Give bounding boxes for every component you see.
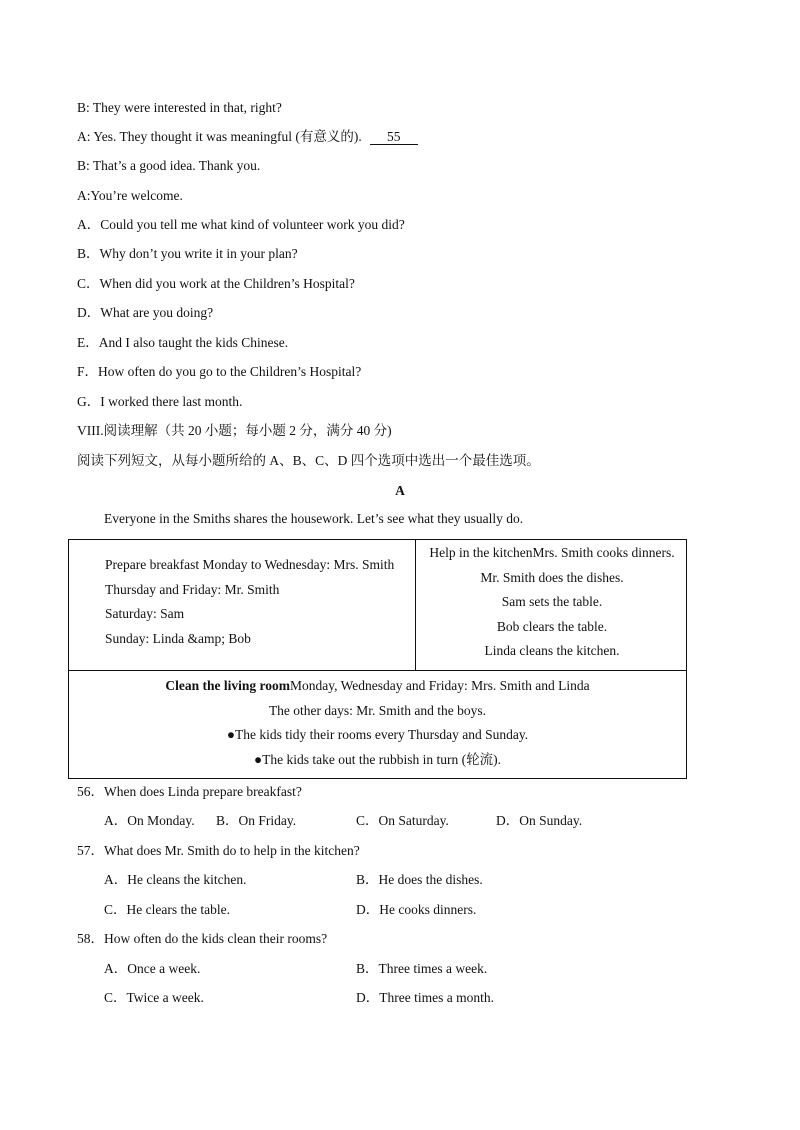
option-c[interactable]: C．On Saturday. [356,813,449,828]
living-room-cell [69,677,686,775]
choice-item: F．How often do you go to the Children’s Hospital? [77,364,362,379]
living-room-heading: Clean the living room [165,678,290,693]
choice-item: A．Could you tell me what kind of volunteer work you did? [77,217,405,232]
option-c[interactable]: C．Twice a week. [104,990,204,1005]
table-cell-line: Help in the kitchenMrs. Smith cooks dinners. [429,545,675,560]
table-cell-line: ●The kids take out the rubbish in turn (轮流). [254,751,501,767]
section-instruction: 阅读下列短文，从每小题所给的 A、B、C、D 四个选项中选出一个最佳选项。 [77,453,540,468]
option-a[interactable]: A．On Monday. [104,813,195,828]
kitchen-cell [416,544,688,667]
choice-item: D．What are you doing? [77,305,214,320]
choice-item: C．When did you work at the Children’s Hospital? [77,276,355,291]
dialogue-line: B: That’s a good idea. Thank you. [77,158,261,173]
dialogue-line-text: A: Yes. They thought it was meaningful (有意义的). [77,129,362,144]
table-cell-line: ●The kids tidy their rooms every Thursday and Sunday. [226,727,529,742]
table-cell-line: Sam sets the table. [501,594,603,609]
choice-item: G．I worked there last month. [77,394,243,409]
table-cell-line: Prepare breakfast Monday to Wednesday: Mrs. Smith [105,557,395,572]
option-d[interactable]: D．He cooks dinners. [356,902,477,917]
answer-blank-55[interactable]: 55 [370,129,418,145]
table-cell-line: Bob clears the table. [496,618,608,634]
housework-table [68,539,687,779]
table-cell-line: Sunday: Linda &amp; Bob [105,630,251,646]
option-a[interactable]: A．Once a week. [104,961,201,976]
table-divider [69,670,686,671]
dialogue-line: B: They were interested in that, right? [77,100,282,115]
table-cell-text: Monday, Wednesday and Friday: Mrs. Smith and Linda [290,678,590,693]
option-d[interactable]: D．On Sunday. [496,813,583,828]
passage-label: A [395,483,405,498]
table-cell-line: Saturday: Sam [105,606,185,621]
dialogue-line [77,128,418,146]
table-cell-line [69,677,686,702]
table-cell-line: Thursday and Friday: Mr. Smith [105,581,280,597]
table-cell-line: The other days: Mr. Smith and the boys. [268,702,487,718]
option-c[interactable]: C．He clears the table. [104,902,230,917]
table-cell-line: Mr. Smith does the dishes. [480,569,624,585]
choice-item: B．Why don’t you write it in your plan? [77,246,298,261]
question-stem: 57．What does Mr. Smith do to help in the kitchen? [77,843,360,858]
table-cell-line: Linda cleans the kitchen. [484,643,620,658]
dialogue-line: A:You’re welcome. [77,188,183,203]
question-stem: 58．How often do the kids clean their rooms? [77,931,328,946]
section-title: VIII.阅读理解（共 20 小题；每小题 2 分，满分 40 分) [77,423,392,438]
option-b[interactable]: B．Three times a week. [356,961,488,976]
breakfast-cell [105,556,394,654]
option-b[interactable]: B．On Friday. [216,813,297,828]
option-d[interactable]: D．Three times a month. [356,990,494,1005]
choice-item: E．And I also taught the kids Chinese. [77,335,289,350]
passage-intro: Everyone in the Smiths shares the housework. Let’s see what they usually do. [104,511,524,526]
question-stem: 56．When does Linda prepare breakfast? [77,784,302,799]
option-a[interactable]: A．He cleans the kitchen. [104,872,247,887]
option-b[interactable]: B．He does the dishes. [356,872,483,887]
